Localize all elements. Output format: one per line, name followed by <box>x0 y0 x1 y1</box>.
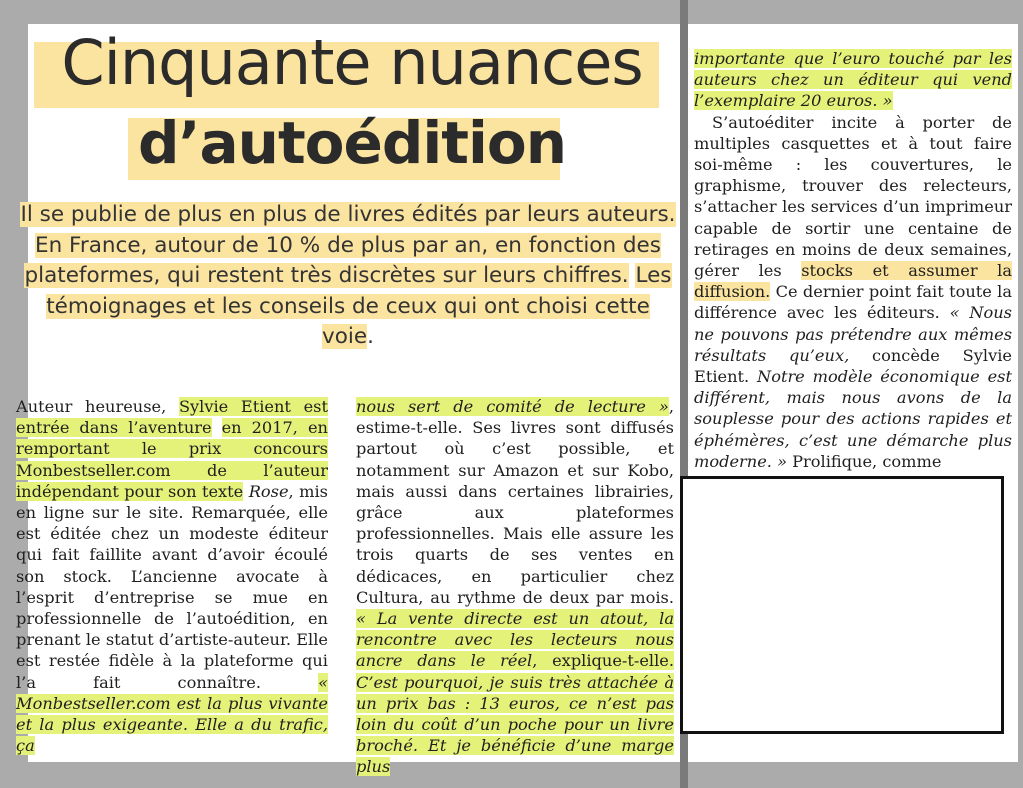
text-run: , estime-t-elle. Ses livres sont diffusés partout où c’est possible, et notamment sur Amazon et sur Kobo, mais aussi dans certaines librairies, grâce aux plateformes professionnelles. Mais elle assure les trois quarts de ses ventes en dédicaces, en particulier chez Cultura, au rythme de deux par mois. <box>356 397 674 607</box>
left-page <box>16 24 680 777</box>
text-run: S’autoéditer incite à porter de multiples casquettes et à tout faire soi-même : les couvertures, le graphisme, trouver des relecteurs, s’attacher les services d’un imprimeur capable de sortir une centaine de retirages en moins de deux semaines, gérer les <box>694 112 1012 281</box>
lead-sentence-1: Il se publie de plus en plus de livres édités par leurs auteurs. <box>20 202 676 227</box>
highlighted-text: en 2017, en remportant le prix concours Monbestseller.com de l’auteur indépendant pour son texte <box>16 418 328 501</box>
text-run: Ce dernier point fait toute la différence avec les éditeurs. <box>694 282 1012 323</box>
article-column-1 <box>16 396 328 756</box>
redaction-box <box>680 476 1004 734</box>
headline-line-2: d’autoédition <box>137 109 567 177</box>
text-run: Prolifique, comme <box>792 451 942 471</box>
quote-text: nous sert de comité de lecture » <box>356 397 669 416</box>
quote-text: « La vente directe est un atout, la rencontre avec les lecteurs nous ancre dans le réel <box>356 609 674 671</box>
headline-line-1: Cinquante nuances <box>61 26 643 99</box>
book-title: Rose <box>248 481 289 501</box>
right-page <box>688 24 1018 762</box>
quote-text: « Monbestseller.com est la plus vivante et la plus exigeante. Elle a du trafic, ça <box>16 672 328 756</box>
lead-paragraph <box>18 200 678 353</box>
quote-text: importante que l’euro touché par les auteurs chez un éditeur qui vend l’exemplaire 20 euros. » <box>694 49 1012 111</box>
text-run: , explique-t-elle. <box>532 651 675 671</box>
highlighted-text: Sylvie Etient est entrée dans l’aventure <box>16 397 328 438</box>
text-run: concède Sylvie Etient. <box>694 345 1012 387</box>
text-run: Auteur heureuse, <box>16 397 167 416</box>
highlighted-text: stocks et assumer la diffusion. <box>694 261 1013 302</box>
text-run: , mis en ligne sur le site. Remarquée, elle est éditée chez un modeste éditeur qui fait faillite avant d’avoir écoulé son stock. L’ancienne avocate à l’esprit d’entreprise se mue en professionnelle de l’autoédition, en prenant le statut d’artiste-auteur. Elle est restée fidèle à la plateforme qui l’a fait connaître. <box>16 481 328 692</box>
lead-sentence-2: En France, autour de 10 % de plus par an, en fonction des plateformes, qui restent très discrètes sur leurs chiffres. <box>24 232 661 288</box>
article-column-3 <box>694 48 1012 472</box>
lead-end: . <box>367 324 374 349</box>
lead-sentence-3: Les témoignages et les conseils de ceux qui ont choisi cette voie <box>46 263 672 349</box>
quote-text: C’est pourquoi, je suis très attachée à un prix bas : 13 euros, ce n’est pas loin du coût d’un poche pour un livre broché. Et je bénéficie d’une marge plus <box>356 672 674 777</box>
article-column-2 <box>356 396 674 778</box>
quote-text: « Nous ne pouvons pas prétendre aux mêmes résultats qu’eux, <box>694 303 1012 365</box>
quote-text: Notre modèle économique est différent, mais nous avons de la souplesse pour des actions rapides et éphémères, c’est une démarche plus moderne. » <box>694 367 1012 471</box>
